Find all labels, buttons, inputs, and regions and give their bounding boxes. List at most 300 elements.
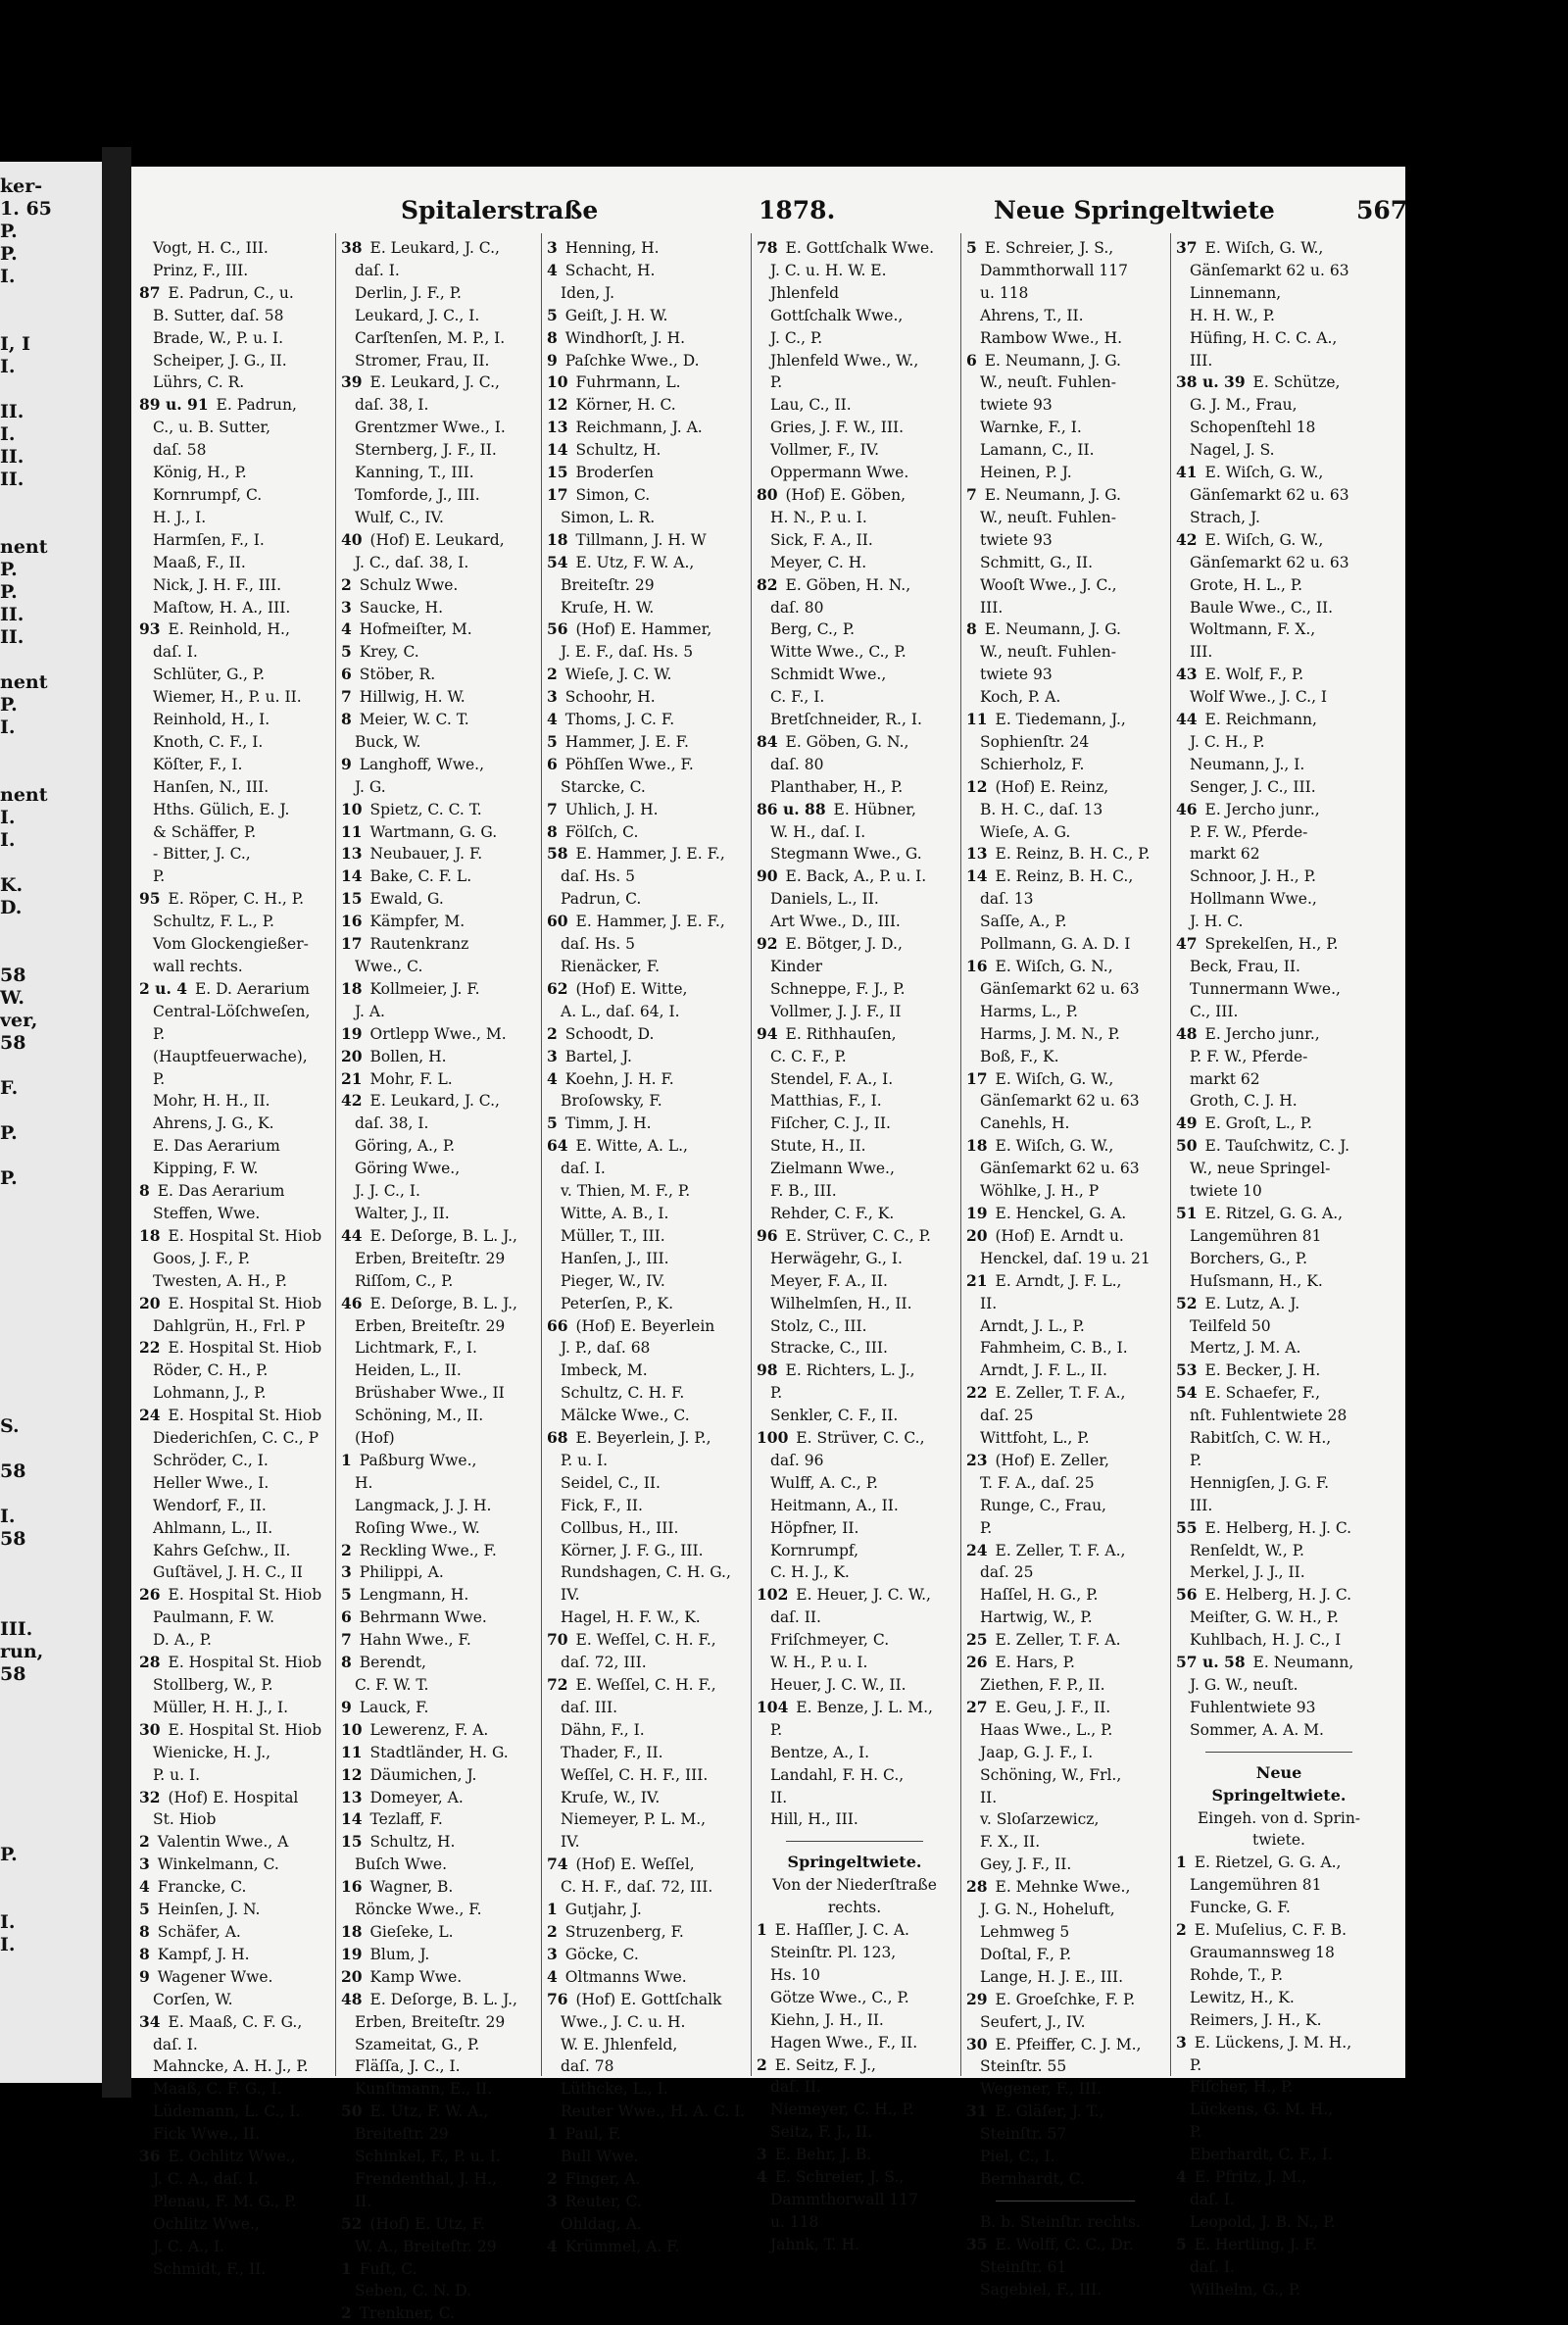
directory-entry: IV. (561, 1833, 580, 1852)
house-number: 7 (547, 799, 558, 818)
house-number: 14 (547, 440, 568, 460)
directory-entry: Doſtal, F., P. (980, 1945, 1072, 1963)
directory-entry: D. A., P. (153, 1631, 212, 1650)
directory-entry: J. H. C. (1190, 913, 1244, 931)
directory-entry: 92 E. Bötger, J. D., (757, 934, 903, 954)
house-number: 13 (966, 844, 988, 864)
directory-entry: Lichtmark, F., I. (355, 1339, 477, 1358)
directory-entry: J. J. C., I. (355, 1182, 420, 1201)
directory-entry: u. 118 (980, 283, 1029, 302)
directory-entry: 36 E. Ochlitz Wwe., (139, 2147, 296, 2166)
house-number: 4 (341, 619, 352, 639)
directory-entry: Meiſter, G. W. H., P. (1190, 1608, 1339, 1627)
prev-page-fragment: ver, (0, 1010, 38, 1031)
directory-entry: 14 E. Reinz, B. H. C., (966, 866, 1134, 886)
directory-entry: 18 Kollmeier, J. F. (341, 978, 480, 998)
directory-entry: daſ. 13 (980, 890, 1034, 909)
directory-entry: 4 Francke, C. (139, 1877, 247, 1897)
house-number: 24 (966, 1540, 988, 1559)
house-number: 96 (757, 1225, 778, 1245)
house-number: 34 (139, 2011, 161, 2031)
directory-entry: 10 Lewerenz, F. A. (341, 1719, 489, 1739)
prev-page-fragment: II. (0, 469, 24, 490)
directory-entry: C. F. W. T. (355, 1676, 429, 1694)
house-number: 52 (1176, 1293, 1198, 1312)
directory-entry: J. P., daſ. 68 (561, 1339, 651, 1358)
directory-entry: 3 Saucke, H. (341, 597, 444, 617)
directory-entry: Roſing Wwe., W. (355, 1518, 480, 1537)
directory-entry: Heuer, J. C. W., II. (770, 1676, 906, 1694)
prev-page-fragment: nent (0, 671, 48, 693)
directory-entry: 28 E. Mehnke Wwe., (966, 1877, 1131, 1897)
prev-page-fragment: I. (0, 1911, 16, 1933)
directory-entry: E. Das Aerarium (153, 1137, 280, 1156)
directory-entry: Dahlgrün, H., Frl. P (153, 1316, 306, 1335)
house-number: 16 (966, 957, 988, 975)
house-number: 22 (966, 1383, 988, 1403)
house-number: 9 (341, 754, 352, 773)
directory-entry: Canehls, H. (980, 1114, 1070, 1133)
house-number: 3 (1176, 2032, 1187, 2052)
directory-entry: III. (1190, 643, 1213, 662)
prev-page-fragment: W. (0, 987, 24, 1009)
directory-entry: 3 Reuter, C. (547, 2191, 642, 2210)
directory-entry: 5 E. Hertling, J. F. (1176, 2234, 1318, 2253)
directory-entry: 5 E. Schreier, J. S., (966, 238, 1114, 257)
directory-entry: Landahl, F. H. C., (770, 1765, 905, 1784)
house-number: 12 (547, 395, 568, 415)
directory-entry: Teilfeld 50 (1190, 1316, 1271, 1335)
section-subheading: rechts. (827, 1899, 882, 1917)
directory-entry: daſ. I. (561, 1160, 606, 1178)
directory-entry: daſ. II. (770, 2078, 821, 2097)
directory-entry: P. (153, 1069, 166, 1088)
directory-entry: 1 Fuſt, C. (341, 2258, 417, 2278)
house-number: 47 (1176, 934, 1198, 954)
directory-entry: II. (980, 1294, 998, 1312)
directory-entry: 21 Mohr, F. L. (341, 1068, 453, 1088)
directory-entry: daſ. I. (355, 261, 400, 279)
directory-entry: Renſeldt, W., P. (1190, 1541, 1304, 1559)
directory-entry: 7 Hahn Wwe., F. (341, 1630, 471, 1650)
directory-entry: Wwe., J. C. u. H. (561, 2012, 686, 2031)
directory-entry: Stendel, F. A., I. (770, 1069, 894, 1088)
directory-entry: F. B., III. (770, 1182, 837, 1201)
house-number: 44 (1176, 710, 1198, 729)
directory-entry: Starcke, C. (561, 777, 646, 796)
directory-entry: Senkler, C. F., II. (770, 1407, 899, 1425)
directory-entry: 2 Schoodt, D. (547, 1023, 655, 1043)
house-number: 46 (1176, 799, 1198, 818)
column-divider (1170, 233, 1171, 2076)
directory-entry: Gänſemarkt 62 u. 63 (980, 1160, 1140, 1178)
house-number: 16 (341, 912, 363, 931)
directory-entry: Ahrens, T., II. (980, 306, 1084, 324)
directory-entry: Haas Wwe., L., P. (980, 1720, 1113, 1739)
house-number: 7 (966, 484, 977, 504)
directory-entry: 30 E. Hospital St. Hiob (139, 1719, 322, 1739)
directory-entry: Witte, A. B., I. (561, 1204, 669, 1222)
directory-entry: 13 Reichmann, J. A. (547, 418, 703, 437)
prev-page-fragment: III. (0, 1618, 33, 1640)
directory-entry: Stollberg, W., P. (153, 1676, 273, 1694)
directory-entry: 40 (Hof) E. Leukard, (341, 529, 505, 549)
directory-entry: Padrun, C. (561, 890, 642, 909)
directory-entry: (Hof) (355, 1429, 395, 1448)
directory-entry: Riſſom, C., P. (355, 1271, 454, 1290)
directory-entry: 5 Lengmann, H. (341, 1585, 469, 1605)
house-number: 18 (139, 1225, 161, 1245)
directory-entry: 46 E. Jercho junr., (1176, 799, 1320, 818)
directory-entry: Stolz, C., III. (770, 1316, 867, 1335)
directory-entry: 3 Bartel, J. (547, 1046, 632, 1065)
directory-entry: 2 Finger, A. (547, 2168, 641, 2188)
directory-entry: Imbeck, M. (561, 1361, 648, 1380)
directory-entry: 68 E. Beyerlein, J. P., (547, 1428, 711, 1448)
directory-entry: Wiemer, H., P. u. II. (153, 688, 302, 707)
directory-entry: Szameitat, G., P. (355, 2035, 480, 2053)
directory-entry: H. H. W., P. (1190, 306, 1275, 324)
directory-entry: Lange, H. J. E., III. (980, 1967, 1124, 1986)
directory-entry: 20 Bollen, H. (341, 1046, 447, 1065)
directory-entry: Hartwig, W., P. (980, 1608, 1093, 1627)
directory-entry: 56 E. Helberg, H. J. C. (1176, 1585, 1352, 1605)
house-number: 64 (547, 1136, 568, 1156)
house-number: 39 (341, 372, 363, 392)
directory-entry: 19 E. Henckel, G. A. (966, 1203, 1127, 1222)
directory-entry: P. (770, 373, 783, 392)
directory-entry: Hennigſen, J. G. F. (1190, 1473, 1330, 1492)
house-number: 3 (757, 2145, 767, 2164)
directory-entry: 22 E. Zeller, T. F. A., (966, 1383, 1126, 1403)
house-number: 4 (757, 2167, 767, 2187)
directory-entry: 4 Hofmeiſter, M. (341, 619, 472, 639)
house-number: 3 (547, 1046, 558, 1065)
house-number: 5 (547, 731, 558, 751)
page-number: 567 (1356, 196, 1408, 224)
directory-entry: P. (770, 1384, 783, 1403)
directory-entry: Ohldag, A. (561, 2214, 642, 2233)
directory-entry: 14 Bake, C. F. L. (341, 866, 472, 886)
house-number: 11 (966, 710, 988, 729)
directory-entry: 5 Krey, C. (341, 642, 419, 662)
directory-entry: Buſch Wwe. (355, 1855, 447, 1874)
directory-entry: Boß, F., K. (980, 1047, 1059, 1065)
directory-entry: Vogt, H. C., III. (153, 239, 269, 257)
prev-page-fragment: I. (0, 266, 16, 287)
directory-entry: Matthias, F., I. (770, 1092, 882, 1111)
directory-entry: Simon, L. R. (561, 508, 656, 526)
directory-entry: 8 E. Das Aerarium (139, 1181, 285, 1201)
directory-entry: 15 Ewald, G. (341, 889, 444, 909)
directory-entry: Wegener, F., III. (980, 2080, 1102, 2099)
house-number: 21 (966, 1270, 988, 1290)
house-number: 52 (341, 2213, 363, 2233)
house-number: 13 (547, 418, 568, 437)
section-rule (786, 1841, 923, 1842)
directory-entry: Diederichſen, C. C., P (153, 1429, 319, 1448)
house-number: 26 (966, 1653, 988, 1672)
prev-page-fragment: nent (0, 536, 48, 558)
directory-entry: 5 Heinſen, J. N. (139, 1900, 261, 1919)
directory-entry: Schmidt, F., II. (153, 2259, 267, 2278)
directory-entry: Knoth, C. F., I. (153, 732, 264, 751)
directory-entry: Bull Wwe. (561, 2148, 639, 2166)
house-number: 95 (139, 889, 161, 909)
directory-entry: 12 Däumichen, J. (341, 1764, 477, 1784)
directory-entry: Wilhelm, G., P. (1190, 2280, 1301, 2299)
directory-entry: Weſſel, C. H. F., III. (561, 1765, 709, 1784)
house-number: 40 (341, 529, 363, 549)
directory-entry: Harmſen, F., I. (153, 530, 265, 549)
directory-entry: C. H. F., daſ. 72, III. (561, 1878, 713, 1897)
house-number: 7 (341, 687, 352, 707)
house-number: 68 (547, 1428, 568, 1448)
directory-entry: daſ. 72, III. (561, 1654, 647, 1672)
directory-entry: 5 Geiſt, J. H. W. (547, 305, 668, 324)
directory-entry: Kornrumpf, C. (153, 485, 263, 504)
directory-entry: (Hauptfeuerwache), (153, 1047, 308, 1065)
directory-entry: Röncke Wwe., F. (355, 1901, 482, 1919)
house-number: 30 (139, 1719, 161, 1739)
house-number: 5 (966, 238, 977, 257)
directory-entry: Fick, F., II. (561, 1496, 643, 1514)
directory-entry: twiete 93 (980, 530, 1053, 549)
directory-entry: Breiteſtr. 29 (561, 575, 655, 594)
directory-entry: Kornrumpf, (770, 1541, 859, 1559)
directory-entry: Brade, W., P. u. I. (153, 328, 284, 347)
directory-entry: Art Wwe., D., III. (770, 913, 901, 931)
directory-entry: Harms, L., P. (980, 1002, 1078, 1020)
directory-entry: 7 Hillwig, H. W. (341, 687, 466, 707)
directory-entry: 3 E. Lückens, J. M. H., (1176, 2032, 1352, 2052)
directory-entry: III. (1190, 351, 1213, 370)
house-number: 42 (1176, 529, 1198, 549)
directory-entry: 46 E. Deſorge, B. L. J., (341, 1293, 517, 1312)
directory-entry: 9 Paſchke Wwe., D. (547, 350, 700, 370)
house-number: 3 (341, 597, 352, 617)
directory-entry: 8 Fölſch, C. (547, 821, 639, 841)
house-number: 22 (139, 1338, 161, 1358)
directory-entry: Erben, Breiteſtr. 29 (355, 2012, 506, 2031)
house-number: 26 (139, 1585, 161, 1605)
directory-entry: 4 Thoms, J. C. F. (547, 710, 675, 729)
directory-entry: Steinſtr. Pl. 123, (770, 1943, 897, 1961)
directory-entry: Schöning, W., Frl., (980, 1765, 1122, 1784)
directory-entry: 29 E. Groeſchke, F. P. (966, 1989, 1136, 2008)
house-number: 104 (757, 1697, 789, 1716)
house-number: 2 u. 4 (139, 978, 188, 998)
directory-entry: 52 E. Lutz, A. J. (1176, 1293, 1300, 1312)
house-number: 5 (1176, 2234, 1187, 2253)
directory-entry: H. N., P. u. I. (770, 508, 867, 526)
directory-entry: Planthaber, H., P. (770, 777, 904, 796)
directory-entry: 3 Philippi, A. (341, 1562, 444, 1582)
directory-entry: Seben, C. N. D. (355, 2282, 472, 2300)
directory-entry: Hanſen, J., III. (561, 1249, 669, 1267)
directory-entry: Langemühren 81 (1190, 1876, 1322, 1895)
house-number: 2 (547, 665, 558, 684)
house-number: 19 (341, 1944, 363, 1963)
directory-entry: 10 Spietz, C. C. T. (341, 799, 482, 818)
house-number: 1 (1176, 1853, 1187, 1872)
directory-entry: Mälcke Wwe., C. (561, 1407, 690, 1425)
directory-entry: daſ. 38, I. (355, 396, 429, 415)
directory-entry: P. (1190, 2123, 1202, 2142)
house-number: 58 (547, 844, 568, 864)
directory-entry: Zielmann Wwe., (770, 1160, 895, 1178)
directory-entry: Hths. Gülich, E. J. (153, 800, 290, 818)
prev-page-fragment: I. (0, 829, 16, 851)
directory-entry: 104 E. Benze, J. L. M., (757, 1697, 933, 1716)
house-number: 20 (966, 1225, 988, 1245)
directory-entry: Langemühren 81 (1190, 1226, 1322, 1245)
house-number: 1 (547, 1900, 558, 1919)
house-number: 72 (547, 1675, 568, 1694)
directory-entry: Goos, J. F., P. (153, 1249, 251, 1267)
prev-page-fragment: P. (0, 243, 18, 265)
directory-entry: Gänſemarkt 62 u. 63 (980, 1092, 1140, 1111)
directory-entry: IV. (561, 1586, 580, 1605)
directory-entry: 50 E. Utz, F. W. A., (341, 2102, 489, 2121)
directory-entry: Jahnk, T. H. (770, 2235, 860, 2253)
directory-entry: twiete 10 (1190, 1182, 1262, 1201)
directory-entry: Grote, H. L., P. (1190, 575, 1303, 594)
directory-entry: 78 E. Gottſchalk Wwe. (757, 238, 935, 257)
directory-entry: Lehmweg 5 (980, 1922, 1070, 1941)
directory-entry: daſ. 25 (980, 1407, 1034, 1425)
directory-entry: 14 Schultz, H. (547, 440, 662, 460)
directory-entry: 8 E. Neumann, J. G. (966, 619, 1121, 639)
house-number: 42 (341, 1091, 363, 1111)
directory-entry: Reuter Wwe., H. A. C. I. (561, 2102, 746, 2121)
directory-entry: Nick, J. H. F., III. (153, 575, 282, 594)
directory-entry: Grentzmer Wwe., I. (355, 419, 506, 437)
directory-entry: 1 E. Haſſler, J. C. A. (757, 1920, 909, 1940)
directory-entry: Koch, P. A. (980, 688, 1061, 707)
house-number: 12 (341, 1764, 363, 1784)
directory-entry: Eberhardt, C. F., I. (1190, 2146, 1333, 2164)
house-number: 8 (139, 1181, 150, 1201)
house-number: 2 (547, 1921, 558, 1941)
directory-entry: 6 Behrmann Wwe. (341, 1608, 487, 1627)
directory-entry: Körner, J. F. G., III. (561, 1541, 704, 1559)
prev-page-fragment: D. (0, 897, 23, 918)
directory-entry: Müller, H. H. J., I. (153, 1698, 289, 1716)
directory-entry: Mohr, H. H., II. (153, 1092, 270, 1111)
house-number: 44 (341, 1225, 363, 1245)
directory-entry: Stracke, C., III. (770, 1339, 888, 1358)
directory-entry: J. G. N., Hoheluft, (980, 1901, 1115, 1919)
prev-page-fragment: 58 (0, 1663, 26, 1685)
directory-entry: Fläſſa, J. C., I. (355, 2057, 461, 2076)
directory-entry: 1 Paßburg Wwe., (341, 1450, 477, 1469)
section-subheading: Eingeh. von d. Sprin- (1197, 1808, 1361, 1827)
directory-entry: 62 (Hof) E. Witte, (547, 978, 688, 998)
directory-entry: Höpfner, II. (770, 1518, 859, 1537)
directory-entry: Wienicke, H. J., (153, 1743, 271, 1761)
directory-entry: 6 Stöber, R. (341, 665, 436, 684)
directory-entry: Schöning, M., II. (355, 1407, 484, 1425)
directory-entry: 38 E. Leukard, J. C., (341, 238, 500, 257)
directory-entry: Sick, F. A., II. (770, 530, 873, 549)
directory-entry: Ahrens, J. G., K. (153, 1114, 274, 1133)
directory-entry: Dammthorwall 117 (770, 2190, 918, 2208)
house-number: 53 (1176, 1360, 1198, 1380)
house-number: 4 (547, 710, 558, 729)
directory-entry: 27 E. Geu, J. F., II. (966, 1697, 1111, 1716)
directory-entry: Kuhlbach, H. J. C., I (1190, 1631, 1342, 1650)
directory-entry: Herwägehr, G., I. (770, 1249, 903, 1267)
house-number: 49 (1176, 1113, 1198, 1133)
directory-entry: 90 E. Back, A., P. u. I. (757, 866, 927, 886)
house-number: 78 (757, 238, 778, 257)
previous-page-edge (0, 162, 102, 2083)
house-number: 13 (341, 844, 363, 864)
directory-entry: J. E. F., daſ. Hs. 5 (561, 643, 694, 662)
directory-entry: Berg, C., P. (770, 620, 856, 639)
directory-entry: 13 Neubauer, J. F. (341, 844, 483, 864)
directory-entry: III. (980, 598, 1004, 617)
directory-entry: twiete 93 (980, 666, 1053, 684)
column-1 (139, 237, 333, 2278)
directory-entry: 12 Körner, H. C. (547, 395, 676, 415)
house-number: 1 (341, 2258, 352, 2278)
house-number: 54 (547, 552, 568, 571)
directory-entry: 2 Valentin Wwe., A (139, 1832, 289, 1852)
prev-page-fragment: nent (0, 784, 48, 806)
directory-entry: 87 E. Padrun, C., u. (139, 282, 294, 302)
directory-entry: Stute, H., II. (770, 1137, 866, 1156)
directory-entry: C., III. (1190, 1002, 1239, 1020)
directory-entry: Bernhardt, C. (980, 2169, 1085, 2188)
directory-entry: u. 118 (770, 2212, 819, 2231)
directory-entry: Steinſtr. 57 (980, 2125, 1067, 2144)
directory-entry: Derlin, J. F., P. (355, 283, 462, 302)
directory-entry: Ochlitz Wwe., (153, 2214, 260, 2233)
directory-entry: Central-Löſchweſen, (153, 1002, 311, 1020)
directory-entry: nſt. Fuhlentwiete 28 (1190, 1407, 1348, 1425)
directory-entry: 17 Rautenkranz (341, 934, 469, 954)
directory-entry: P. u. I. (561, 1451, 609, 1469)
directory-entry: 4 Koehn, J. H. F. (547, 1068, 674, 1088)
directory-entry: wall rechts. (153, 958, 243, 975)
directory-entry: Carſtenſen, M. P., I. (355, 328, 506, 347)
prev-page-fragment: 58 (0, 1528, 26, 1550)
house-number: 20 (341, 1966, 363, 1986)
directory-entry: 86 u. 88 E. Hübner, (757, 799, 916, 818)
house-number: 38 (341, 238, 363, 257)
house-number: 5 (139, 1900, 150, 1919)
directory-entry: 4 Schacht, H. (547, 260, 656, 279)
column-5 (966, 237, 1164, 2299)
directory-entry: Stegmann Wwe., G. (770, 845, 922, 864)
directory-entry: Iden, J. (561, 283, 614, 302)
prev-page-fragment: I. (0, 1934, 16, 1955)
house-number: 14 (966, 866, 988, 886)
directory-entry: J. C., P. (770, 328, 823, 347)
house-number: 1 (547, 2124, 558, 2144)
directory-entry: 96 E. Strüver, C. C., P. (757, 1225, 931, 1245)
prev-page-fragment: run, (0, 1641, 44, 1662)
column-divider (751, 233, 752, 2076)
house-number: 92 (757, 934, 778, 954)
directory-entry: 4 Krümmel, A. F. (547, 2236, 680, 2255)
directory-entry: Plenau, F. M. G., P. (153, 2192, 297, 2210)
directory-entry: 94 E. Rithhauſen, (757, 1023, 897, 1043)
directory-entry: Borchers, G., P. (1190, 1249, 1308, 1267)
directory-entry: Twesten, A. H., P. (153, 1271, 287, 1290)
